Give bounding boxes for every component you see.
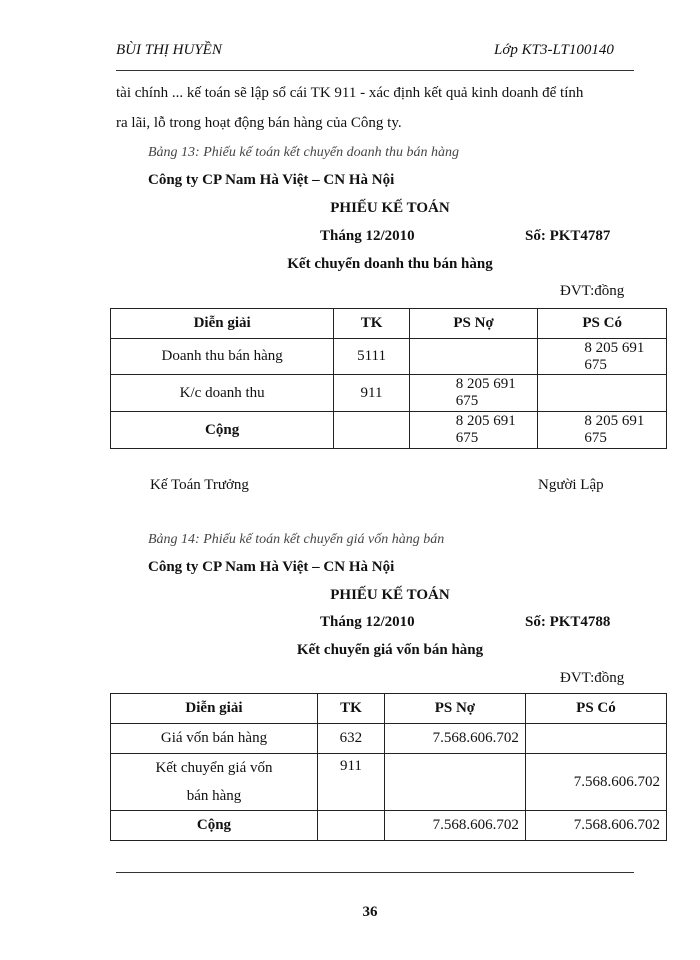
- v1-table: [110, 308, 667, 449]
- v2-title: PHIẾU KẾ TOÁN: [330, 587, 450, 603]
- intro-line-2: ra lãi, lỗ trong hoạt động bán hàng của Công ty.: [116, 115, 402, 131]
- row-debit: [409, 339, 538, 375]
- v2-subject: Kết chuyển giá vốn bán hàng: [296, 642, 484, 658]
- total-label: Cộng: [111, 811, 318, 841]
- table-total-row: [111, 412, 667, 449]
- table-row: [111, 339, 667, 375]
- row-desc: [111, 754, 318, 811]
- v1-title: PHIẾU KẾ TOÁN: [330, 200, 450, 216]
- table-row: [111, 724, 667, 754]
- table-header-row: [111, 694, 667, 724]
- row-tk: 5111: [334, 339, 409, 375]
- row-tk: 911: [317, 754, 384, 811]
- total-tk: [334, 412, 409, 449]
- v2-table: [110, 693, 667, 841]
- v1-number: Số: PKT4787: [525, 228, 611, 244]
- table-row: [111, 754, 667, 811]
- col-header-desc: Diễn giải: [111, 309, 334, 339]
- col-header-debit: PS Nợ: [384, 694, 525, 724]
- v1-month: Tháng 12/2010: [320, 228, 415, 244]
- page-number: 36: [362, 904, 378, 920]
- row-credit-part1: 8 205 691: [584, 339, 645, 356]
- row-credit: [538, 375, 667, 412]
- row-tk: 632: [317, 724, 384, 754]
- table14-caption: Bảng 14: Phiếu kế toán kết chuyển giá vốn hàng bán: [148, 532, 445, 547]
- total-debit: 7.568.606.702: [384, 811, 525, 841]
- header-rule: [116, 70, 634, 71]
- row-debit: [409, 375, 538, 412]
- signature-chief-accountant: Kế Toán Trưởng: [150, 477, 249, 493]
- v1-company: Công ty CP Nam Hà Việt – CN Hà Nội: [148, 172, 395, 188]
- v2-unit: ĐVT:đồng: [560, 670, 625, 686]
- row-debit-part1: 8 205 691: [455, 376, 516, 392]
- header-author: BÙI THỊ HUYỀN: [116, 42, 222, 58]
- total-debit: [409, 412, 538, 449]
- row-desc: K/c doanh thu: [111, 375, 334, 412]
- col-header-desc: Diễn giải: [111, 694, 318, 724]
- row-desc: Doanh thu bán hàng: [111, 339, 334, 375]
- header-class: Lớp KT3-LT100140: [494, 42, 614, 58]
- total-credit-part1: 8 205 691: [584, 413, 645, 429]
- v1-unit: ĐVT:đồng: [560, 283, 625, 299]
- col-header-debit: PS Nợ: [409, 309, 538, 339]
- col-header-tk: TK: [317, 694, 384, 724]
- col-header-tk: TK: [334, 309, 409, 339]
- table-total-row: [111, 811, 667, 841]
- v2-company: Công ty CP Nam Hà Việt – CN Hà Nội: [148, 559, 395, 575]
- col-header-credit: PS Có: [538, 309, 667, 339]
- signature-preparer: Người Lập: [538, 477, 604, 493]
- row-tk: 911: [334, 375, 409, 412]
- v2-number: Số: PKT4788: [525, 614, 611, 630]
- v1-subject: Kết chuyển doanh thu bán hàng: [287, 256, 493, 272]
- table-header-row: [111, 309, 667, 339]
- row-desc-line1: Kết chuyển giá vốn: [155, 760, 273, 776]
- col-header-credit: PS Có: [525, 694, 666, 724]
- row-desc: Giá vốn bán hàng: [111, 724, 318, 754]
- total-tk: [317, 811, 384, 841]
- row-credit: 7.568.606.702: [525, 754, 666, 811]
- total-debit-part2: 675: [455, 430, 479, 446]
- total-label: Cộng: [111, 412, 334, 449]
- row-credit-part2: 675: [584, 356, 607, 373]
- row-credit: [525, 724, 666, 754]
- table-row: [111, 375, 667, 412]
- intro-line-1: tài chính ... kế toán sẽ lập sổ cái TK 911 - xác định kết quả kinh doanh để tính: [116, 85, 584, 101]
- total-credit-part2: 675: [584, 430, 607, 446]
- v2-month: Tháng 12/2010: [320, 614, 415, 630]
- row-debit: [384, 754, 525, 811]
- footer-rule: [116, 872, 634, 873]
- total-credit: 7.568.606.702: [525, 811, 666, 841]
- row-debit: 7.568.606.702: [384, 724, 525, 754]
- total-credit: [538, 412, 667, 449]
- row-desc-line2: bán hàng: [186, 788, 242, 804]
- total-debit-part1: 8 205 691: [455, 413, 516, 429]
- row-debit-part2: 675: [455, 393, 479, 409]
- row-credit: [538, 339, 667, 375]
- table13-caption: Bảng 13: Phiếu kế toán kết chuyển doanh thu bán hàng: [148, 145, 460, 160]
